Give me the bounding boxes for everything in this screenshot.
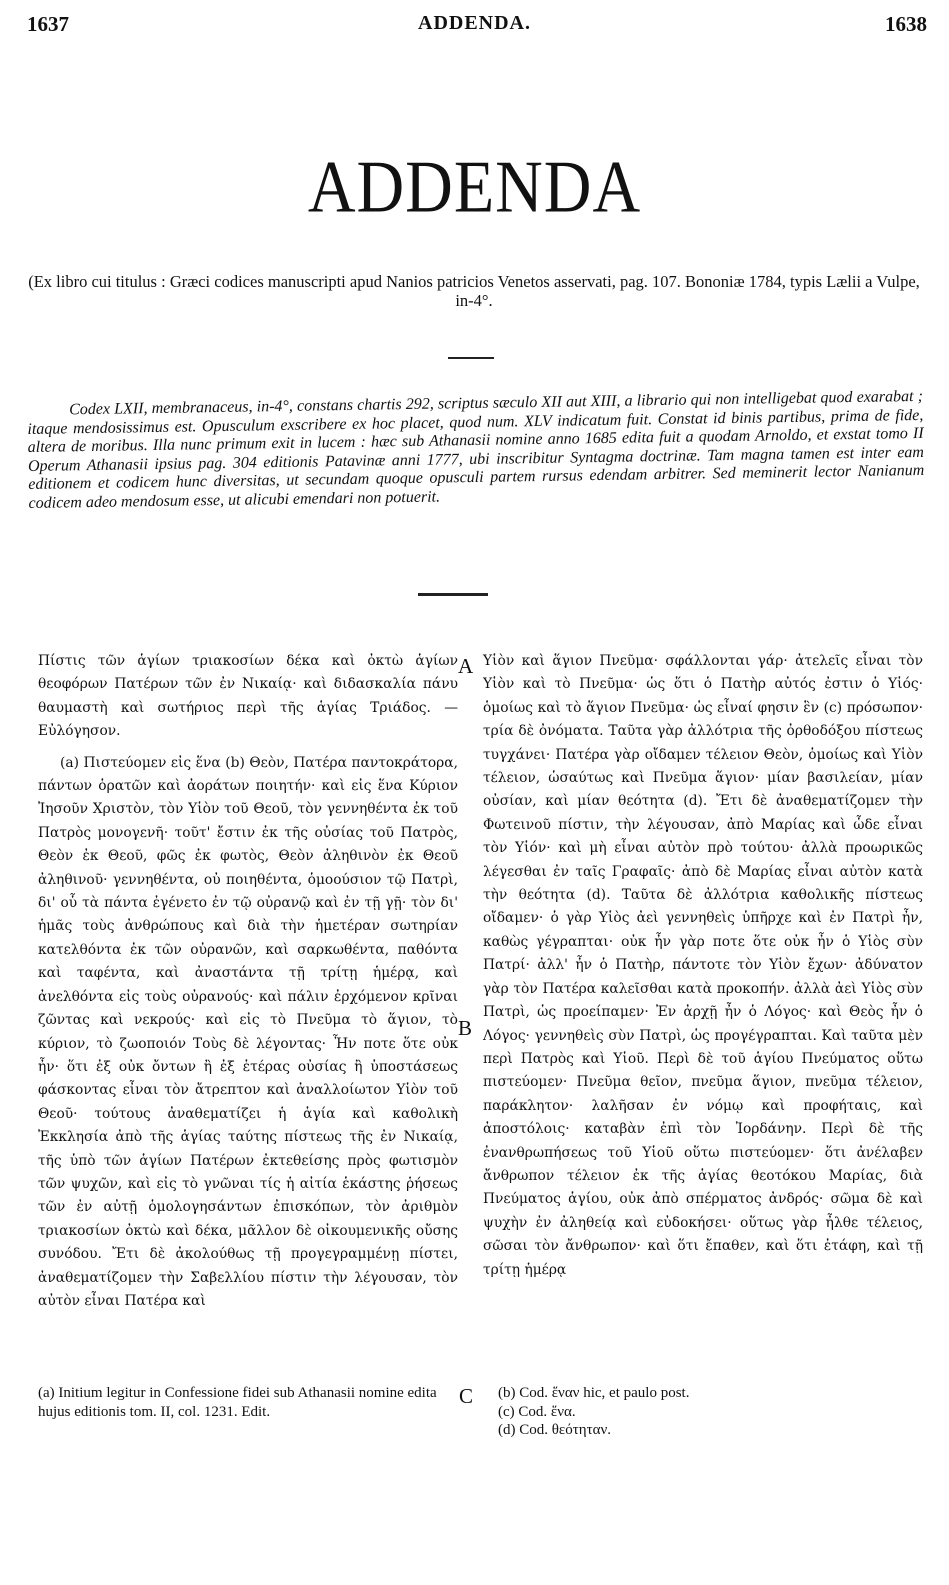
margin-letter-a: A (458, 654, 474, 678)
divider-rule (418, 593, 488, 596)
footnote-a: (a) Initium legitur in Confessione fidei sub Athanasii nomine edita hujus editionis tom. II, col. 1231. Edit. (38, 1385, 437, 1420)
margin-letter-c: C (459, 1384, 474, 1408)
creed-heading: Πίστις τῶν ἁγίων τριακοσίων δέκα καὶ ὀκτὼ ἁγίων θεοφόρων Πατέρων τῶν ἐν Νικαίᾳ· καὶ διδασκαλία πάνυ θαυμαστὴ καὶ σωτήριος περὶ τῆς ἁγίας Τριάδος. — Εὐλόγησον. (38, 653, 458, 740)
footnote-b: (b) Cod. ἕναν hic, et paulo post. (498, 1385, 690, 1401)
greek-column-left (38, 650, 458, 1313)
page-number-left: 1637 (27, 12, 69, 36)
running-title: ADDENDA. (418, 12, 531, 34)
source-note: (Ex libro cui titulus : Græci codices manuscripti apud Nanios patricios Venetos asservati, pag. 107. Bononiæ 1784, typis Lælii a Vulpe, in-4°. (28, 272, 920, 310)
footnote-c: (c) Cod. ἕνα. (498, 1403, 576, 1420)
divider-rule (448, 357, 494, 359)
greek-column-right (483, 650, 923, 1282)
creed-text-right: Υἱὸν καὶ ἅγιον Πνεῦμα· σφάλλονται γάρ· ἀτελεῖς εἶναι τὸν Υἱὸν καὶ τὸ Πνεῦμα· ὡς ὅτι ὁ Πατὴρ αὐτός ἐστιν ὁ Υἱός· ὁμοίως καὶ τὸ ἅγιον Πνεῦμα· ὡς εἶναί φησιν ἓν (c) πρόσωπον· τρία δὲ ὀνόματα. Ταῦτα γὰρ ἀλλότρια τῆς ὀρθοδόξου πίστεως τυγχάνει· Πατέρα γὰρ οἴδαμεν τέλειον Θεὸν, ὁμοίως καὶ Υἱὸν τέλειον, ὡσαύτως καὶ Πνεῦμα ἅγιον· μίαν βασιλείαν, μίαν οὐσίαν, καὶ μίαν θεότητα (d). Ἔτι δὲ ἀναθεματίζομεν τὴν Φωτεινοῦ πίστιν, τὴν λέγουσαν, ἀπὸ Μαρίας καὶ ὧδε εἶναι τὸν Υἱόν· καὶ μὴ εἶναι αὐτὸν πρὸ τούτου· ἀλλὰ προωρικῶς λέγεσθαι ἐν ταῖς Γραφαῖς· ἀπὸ δὲ Μαρίας εἶναι αὐτὸν κατὰ τὴν θεότητα (d). Ταῦτα δὲ ἀλλότρια καθολικῆς πίστεως οἴδαμεν· ὁ γὰρ Υἱὸς ἀεὶ γεννηθεὶς ὑπῆρχε καὶ ἐν Πατρὶ ἦν, καθὼς γέγραπται· οὐκ ἦν γὰρ ποτε ὅτε οὐκ ἦν ὁ Υἱὸς σὺν Πατρί· ἀλλ' ἦν ὁ Πατὴρ, πάντοτε τὸν Υἱὸν ἔχων· ἀδύνατον γὰρ τὸν Πατέρα καλεῖσθαι κατὰ προκοπήν. ἀλλὰ ἀεὶ Υἱὸς σὺν Πατρὶ, ὡς προείπαμεν· Ἐν ἀρχῇ ἦν ὁ Λόγος· καὶ Θεὸς ἦν ὁ Λόγος· γεννηθεὶς σὺν Πατρὶ, ὡς προγέγραπται. Καὶ ταῦτα μὲν περὶ Πατρὸς καὶ Υἱοῦ. Περὶ δὲ τοῦ ἁγίου Πνεύματος οὕτω πιστεύομεν· Πνεῦμα θεῖον, πνεῦμα ἅγιον, πνεῦμα τέλειον, παράκλητον· λαλῆσαν ἐν νόμῳ καὶ προφήταις, καὶ ἀποστόλοις· καταβὰν ἐπὶ τὸν Ἰορδάνην. Περὶ δὲ τῆς ἐνανθρωπήσεως τοῦ Υἱοῦ οὕτω πιστεύομεν· ὅτι ἀνέλαβεν ἄνθρωπον τέλειον ἐκ τῆς ἁγίας θεοτόκου Μαρίας, διὰ Πνεύματος ἁγίου, οὐκ ἀπὸ σπέρματος ἀνδρός· σῶμα δὲ καὶ ψυχὴν ἐν ἀληθείᾳ καὶ εὐδοκήσει· οὕτως γὰρ ἦλθε τέλειος, σῶσαι τὸν ἄνθρωπον· καὶ ὅτι ἔπαθεν, καὶ ὅτι ἐτάφη, καὶ τῇ τρίτῃ ἡμέρᾳ (483, 653, 923, 1278)
intro-paragraph: Codex LXII, membranaceus, in-4°, constans chartis 292, scriptus sæculo XII aut XIII, a librario qui non intelligebat quod exarabat ; itaque mendosissimus est. Opusculum exscribere ex hoc placet, quod num. XLV indicatum fuit. Constat id binis partibus, prima de fide, altera de moribus. Illa nunc primum exit in lucem : hæc sub Athanasii nomine anno 1685 edita fuit a quodam Arnoldo, et exstat tomo II Operum Athanasii ipsius pag. 304 editionis Patavinæ anni 1777, ubi inscribitur Syntagma doctrinæ. Tam magna tamen est inter eam editionem et codicem hunc diversitas, ut secundam quoque opusculi partem rursus edendam arbitrer. Sed meminerit lector Nanianum codicem adeo mendosum esse, ut alicubi emendari non potuerit. (27, 387, 925, 512)
footnotes-right (498, 1384, 918, 1440)
page-number-right: 1638 (885, 12, 927, 36)
page-title: ADDENDA (307, 146, 642, 229)
margin-letter-b: B (458, 1016, 473, 1040)
creed-text-left: (a) Πιστεύομεν εἰς ἕνα (b) Θεὸν, Πατέρα παντοκράτορα, πάντων ὁρατῶν καὶ ἀοράτων ποιητήν· καὶ εἰς ἕνα Κύριον Ἰησοῦν Χριστὸν, τὸν Υἱὸν τοῦ Θεοῦ, τὸν γεννηθέντα ἐκ τοῦ Πατρὸς μονογενῆ· τοῦτ' ἔστιν ἐκ τῆς οὐσίας τοῦ Πατρὸς, Θεὸν ἐκ Θεοῦ, φῶς ἐκ φωτὸς, Θεὸν ἀληθινὸν ἐκ Θεοῦ ἀληθινοῦ· γεννηθέντα, οὐ ποιηθέντα, ὁμοούσιον τῷ Πατρὶ, δι' οὗ τὰ πάντα ἐγένετο ἐν τῷ οὐρανῷ καὶ ἐν τῇ γῇ· τὸν δι' ἡμᾶς τοὺς ἀνθρώπους καὶ διὰ τὴν ἡμετέραν σωτηρίαν κατελθόντα ἐκ τῶν οὐρανῶν, καὶ σαρκωθέντα, παθόντα καὶ ταφέντα, καὶ ἀναστάντα τῇ τρίτῃ ἡμέρᾳ, καὶ ἀνελθόντα εἰς τοὺς οὐρανούς· καὶ πάλιν ἐρχόμενον κρῖναι ζῶντας καὶ νεκρούς· καὶ εἰς τὸ Πνεῦμα τὸ ἅγιον, τὸ κύριον, τὸ ζωοποιόν Τοὺς δὲ λέγοντας· Ἦν ποτε ὅτε οὐκ ἦν· ὅτι ἐξ οὐκ ὄντων ἢ ἐξ ἑτέρας οὐσίας ἢ ὑποστάσεως φάσκοντας εἶναι τὸν ἄτρεπτον καὶ ἀναλλοίωτον Υἱὸν τοῦ Θεοῦ· τούτους ἀναθεματίζει ἡ ἁγία καὶ καθολικὴ Ἐκκλησία ἀπὸ τῆς ἁγίας ταύτης πίστεως τῆς ἐν Νικαίᾳ, τῆς ὑπὸ τῶν ἁγίων Πατέρων ἐκτεθείσης πρὸς φωτισμὸν τῶν ψυχῶν, καὶ εἰς τὸ γνῶναι τίς ἡ αἰτία ἑκάστης ῥήσεως τῶν ἐν αὐτῇ ὁμολογησάντων ἐπισκόπων, τὸν ἀριθμὸν τριακοσίων ὀκτὼ καὶ δέκα, μᾶλλον δὲ οἰκουμενικῆς οὔσης συνόδου. Ἔτι δὲ ἀκολούθως τῇ προγεγραμμένῃ πίστει, ἀναθεματίζομεν τὴν Σαβελλίου πίστιν τὴν λέγουσαν, τὸν αὐτὸν εἶναι Πατέρα καὶ (38, 754, 458, 1309)
footnote-d: (d) Cod. θεότηταν. (498, 1422, 612, 1438)
